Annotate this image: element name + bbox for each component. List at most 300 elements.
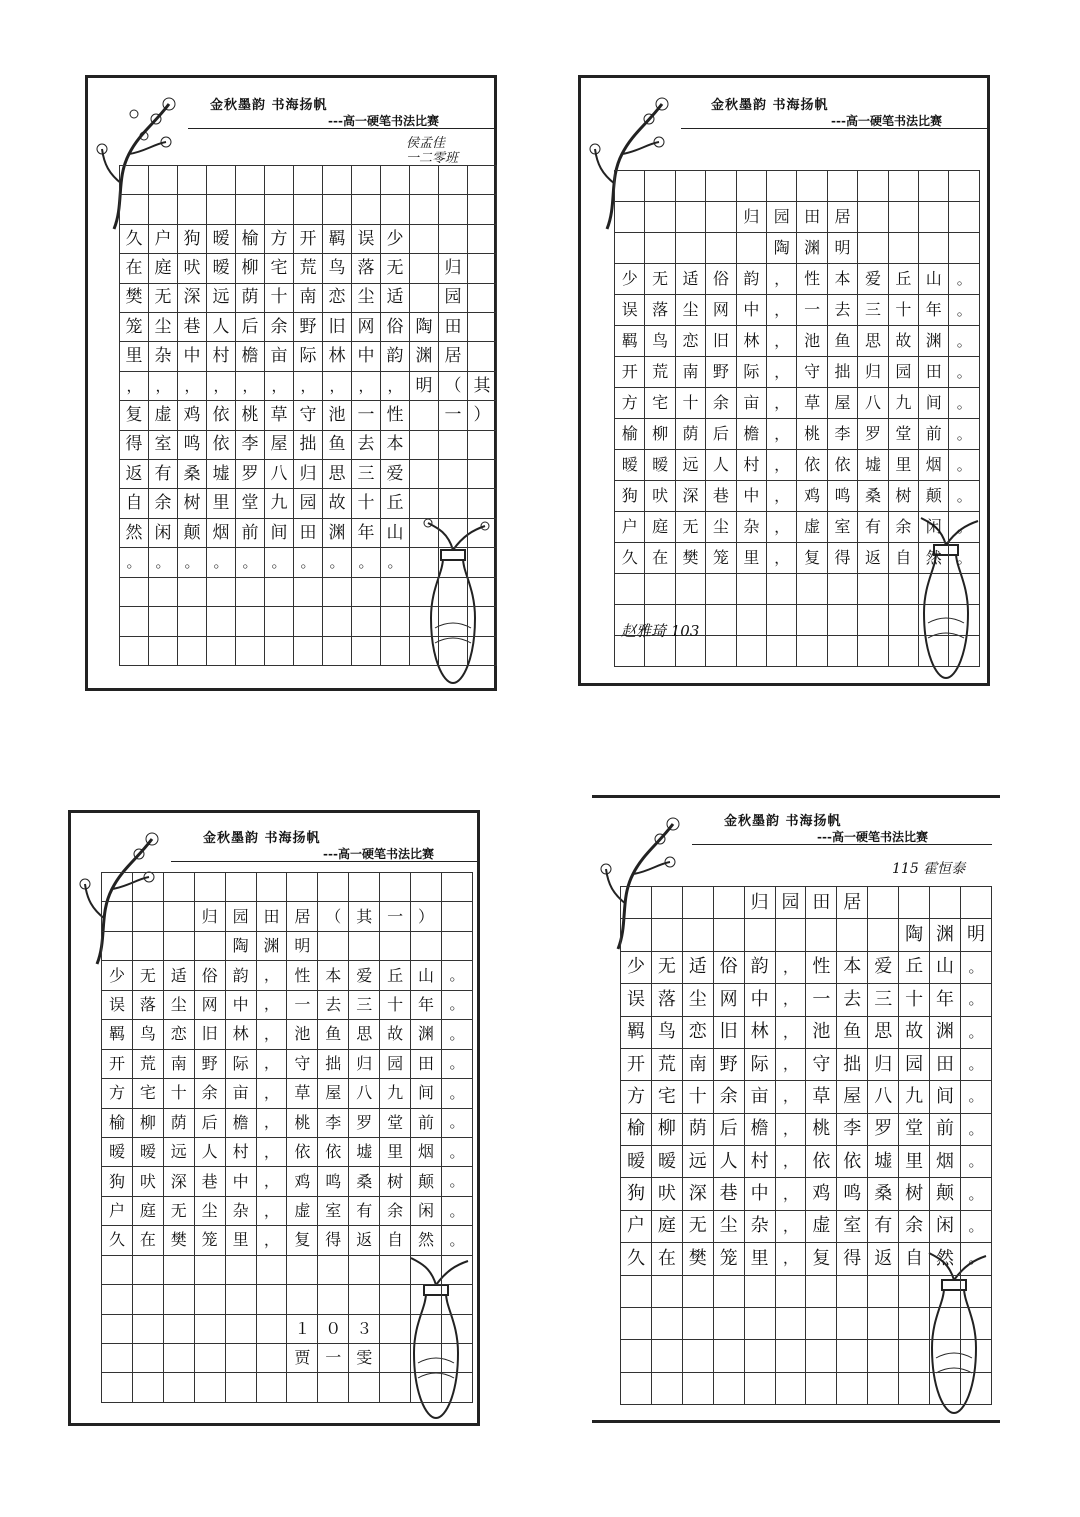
grid-cell: 渊 (410, 342, 439, 371)
grid-row (621, 1113, 992, 1145)
grid-cell: ， (352, 371, 381, 400)
grid-cell: 檐 (236, 342, 265, 371)
grid-cell (265, 636, 294, 665)
sheet-title: 金秋墨韵 书海扬帆 (724, 814, 842, 829)
grid-cell (287, 1373, 318, 1402)
grid-cell: 一 (380, 902, 411, 931)
grid-row (621, 919, 992, 951)
grid-cell: 鱼 (318, 1020, 349, 1049)
grid-cell: 亩 (744, 1081, 775, 1113)
grid-cell: 。 (949, 264, 980, 295)
grid-cell (256, 1314, 287, 1343)
grid-cell: 间 (919, 388, 949, 419)
grid-cell (256, 873, 287, 902)
grid-cell (149, 195, 178, 224)
grid-cell: 。 (178, 548, 207, 577)
grid-row (120, 460, 497, 489)
grid-cell (888, 171, 918, 202)
subtitle-underline (188, 128, 494, 129)
grid-cell: 榆 (236, 224, 265, 253)
grid-cell (713, 1307, 744, 1339)
grid-cell: ， (775, 1016, 806, 1048)
grid-cell: 吠 (132, 1167, 163, 1196)
grid-cell (675, 202, 705, 233)
grid-cell (888, 202, 918, 233)
grid-cell (411, 1285, 442, 1314)
grid-cell: 羁 (615, 326, 645, 357)
grid-cell: 。 (381, 548, 410, 577)
grid-cell (381, 636, 410, 665)
grid-cell (930, 1275, 961, 1307)
grid-cell (868, 1340, 899, 1372)
grid-cell: 间 (265, 518, 294, 547)
grid-cell: 明 (410, 371, 439, 400)
grid-cell: 吠 (645, 481, 675, 512)
grid-cell: 复 (120, 401, 149, 430)
grid-cell (380, 1314, 411, 1343)
grid-row (102, 902, 473, 931)
grid-cell (736, 636, 766, 667)
grid-cell: 户 (102, 1196, 133, 1225)
grid-row (615, 543, 980, 574)
writing-grid (620, 886, 992, 1405)
grid-cell (178, 607, 207, 636)
grid-cell (675, 171, 705, 202)
grid-cell: 暧 (207, 224, 236, 253)
grid-cell (265, 166, 294, 195)
grid-cell: 颠 (919, 481, 949, 512)
grid-cell: 尘 (163, 990, 194, 1019)
grid-cell: 明 (287, 931, 318, 960)
grid-cell (381, 577, 410, 606)
grid-cell (651, 919, 682, 951)
grid-cell (410, 224, 439, 253)
grid-cell: 归 (439, 254, 468, 283)
grid-cell: 榆 (621, 1113, 652, 1145)
grid-row (621, 1081, 992, 1113)
grid-cell (132, 1314, 163, 1343)
grid-cell (236, 195, 265, 224)
grid-cell: 暧 (645, 450, 675, 481)
grid-cell (837, 1307, 868, 1339)
grid-cell: 里 (744, 1243, 775, 1275)
grid-cell: 际 (736, 357, 766, 388)
grid-cell (682, 1340, 713, 1372)
grid-cell: 鸣 (178, 430, 207, 459)
grid-cell (439, 577, 468, 606)
grid-cell: 宅 (651, 1081, 682, 1113)
grid-cell: 田 (256, 902, 287, 931)
grid-cell: 后 (713, 1113, 744, 1145)
grid-cell: 鸣 (837, 1178, 868, 1210)
grid-cell (380, 1255, 411, 1284)
grid-row (615, 512, 980, 543)
grid-cell: 树 (380, 1167, 411, 1196)
grid-cell (132, 1255, 163, 1284)
grid-cell: 颠 (411, 1167, 442, 1196)
grid-cell: 一 (318, 1344, 349, 1373)
grid-cell: 陶 (225, 931, 256, 960)
grid-cell: 。 (265, 548, 294, 577)
grid-cell: 南 (675, 357, 705, 388)
grid-cell: 宅 (265, 254, 294, 283)
grid-cell (615, 171, 645, 202)
grid-cell: 方 (615, 388, 645, 419)
grid-cell (411, 1373, 442, 1402)
grid-cell: 屋 (265, 430, 294, 459)
grid-cell (827, 171, 857, 202)
grid-cell (225, 1314, 256, 1343)
grid-cell (194, 873, 225, 902)
grid-cell: 前 (236, 518, 265, 547)
grid-cell (949, 605, 980, 636)
sheet-title: 金秋墨韵 书海扬帆 (210, 98, 328, 113)
grid-cell: 三 (349, 990, 380, 1019)
grid-cell (410, 518, 439, 547)
grid-cell: 依 (837, 1146, 868, 1178)
grid-cell: 吠 (178, 254, 207, 283)
grid-cell (706, 202, 736, 233)
grid-cell (149, 577, 178, 606)
grid-cell: 远 (163, 1137, 194, 1166)
grid-row (120, 371, 497, 400)
grid-cell (102, 931, 133, 960)
grid-cell (163, 1255, 194, 1284)
grid-cell (868, 1372, 899, 1404)
grid-cell (682, 1307, 713, 1339)
grid-cell: 李 (837, 1113, 868, 1145)
grid-cell: 。 (949, 295, 980, 326)
grid-cell: ， (256, 1167, 287, 1196)
grid-cell: 林 (744, 1016, 775, 1048)
grid-cell: 野 (194, 1049, 225, 1078)
grid-row (120, 548, 497, 577)
grid-cell: 本 (318, 961, 349, 990)
grid-cell: 拙 (837, 1048, 868, 1080)
grid-cell: 中 (352, 342, 381, 371)
grid-cell: 池 (323, 401, 352, 430)
grid-cell: 际 (294, 342, 323, 371)
grid-cell: 檐 (225, 1108, 256, 1137)
grid-cell (256, 1255, 287, 1284)
grid-cell: 中 (225, 990, 256, 1019)
grid-row (102, 1285, 473, 1314)
grid-cell: 思 (323, 460, 352, 489)
grid-cell (178, 195, 207, 224)
grid-cell: ， (256, 1079, 287, 1108)
grid-cell: 去 (318, 990, 349, 1019)
grid-row (621, 1340, 992, 1372)
grid-cell (441, 902, 472, 931)
grid-cell: 笼 (713, 1243, 744, 1275)
grid-cell (621, 1372, 652, 1404)
grid-cell (256, 1373, 287, 1402)
grid-cell: 余 (899, 1210, 930, 1242)
grid-cell: 墟 (207, 460, 236, 489)
grid-cell: 闲 (930, 1210, 961, 1242)
grid-cell (411, 931, 442, 960)
grid-cell: 。 (960, 984, 991, 1016)
grid-cell (919, 605, 949, 636)
grid-cell (888, 574, 918, 605)
grid-cell: 暧 (102, 1137, 133, 1166)
grid-cell: 归 (744, 887, 775, 919)
grid-cell: 。 (949, 357, 980, 388)
grid-cell: ， (767, 543, 797, 574)
grid-cell (468, 460, 497, 489)
grid-cell: 得 (120, 430, 149, 459)
grid-cell (736, 574, 766, 605)
grid-cell: 鸡 (806, 1178, 837, 1210)
grid-cell (102, 1255, 133, 1284)
grid-cell: 十 (163, 1079, 194, 1108)
grid-cell: 依 (207, 401, 236, 430)
grid-cell: 爱 (858, 264, 888, 295)
grid-cell: 少 (621, 951, 652, 983)
grid-cell: 恋 (323, 283, 352, 312)
grid-cell (265, 195, 294, 224)
grid-cell (323, 636, 352, 665)
writing-grid (119, 165, 497, 666)
grid-cell: 虚 (797, 512, 827, 543)
grid-cell: 巷 (706, 481, 736, 512)
grid-cell: 复 (806, 1243, 837, 1275)
grid-cell: 田 (439, 313, 468, 342)
grid-cell: 余 (888, 512, 918, 543)
grid-cell (381, 195, 410, 224)
grid-cell: 桑 (868, 1178, 899, 1210)
grid-cell: 鸣 (827, 481, 857, 512)
grid-cell (827, 605, 857, 636)
grid-cell (713, 1340, 744, 1372)
grid-cell: 依 (287, 1137, 318, 1166)
grid-cell: 鸡 (797, 481, 827, 512)
grid-cell: 去 (352, 430, 381, 459)
grid-cell: 陶 (767, 233, 797, 264)
grid-cell: 樊 (120, 283, 149, 312)
grid-cell: 巷 (178, 313, 207, 342)
grid-cell: 爱 (349, 961, 380, 990)
grid-cell (858, 605, 888, 636)
grid-cell: ， (256, 1137, 287, 1166)
grid-cell (132, 931, 163, 960)
grid-cell: ３ (349, 1314, 380, 1343)
grid-cell: 罗 (858, 419, 888, 450)
grid-cell: 网 (352, 313, 381, 342)
grid-cell: 狗 (621, 1178, 652, 1210)
grid-cell: 有 (349, 1196, 380, 1225)
grid-cell (651, 1340, 682, 1372)
subtitle-underline (681, 128, 987, 129)
grid-cell: ， (256, 1020, 287, 1049)
grid-cell (744, 919, 775, 951)
grid-cell: 十 (265, 283, 294, 312)
grid-cell: 鸟 (651, 1016, 682, 1048)
grid-cell: 。 (323, 548, 352, 577)
grid-cell: 杂 (736, 512, 766, 543)
grid-cell: 爱 (868, 951, 899, 983)
grid-cell (651, 1307, 682, 1339)
grid-cell (868, 1275, 899, 1307)
grid-cell (352, 577, 381, 606)
grid-cell: 烟 (919, 450, 949, 481)
grid-cell: 鸡 (287, 1167, 318, 1196)
grid-cell: 墟 (858, 450, 888, 481)
grid-cell (207, 166, 236, 195)
grid-cell (919, 574, 949, 605)
footer-note: 赵雅琦 103 (621, 622, 700, 640)
grid-cell: 余 (265, 313, 294, 342)
grid-cell: 丘 (899, 951, 930, 983)
grid-cell: ， (256, 1049, 287, 1078)
grid-row (120, 195, 497, 224)
grid-row (120, 607, 497, 636)
grid-cell: 野 (713, 1048, 744, 1080)
grid-cell (441, 1255, 472, 1284)
grid-cell: 池 (806, 1016, 837, 1048)
grid-cell (744, 1275, 775, 1307)
grid-cell (439, 518, 468, 547)
grid-cell: 尘 (352, 283, 381, 312)
grid-cell: 得 (827, 543, 857, 574)
grid-cell (323, 577, 352, 606)
grid-cell (868, 1307, 899, 1339)
grid-cell (621, 887, 652, 919)
grid-cell: ， (775, 1243, 806, 1275)
grid-cell: 拙 (318, 1049, 349, 1078)
grid-cell (411, 1314, 442, 1343)
grid-cell (294, 607, 323, 636)
grid-cell: 里 (225, 1226, 256, 1255)
writing-grid (101, 872, 473, 1403)
grid-cell: 十 (899, 984, 930, 1016)
grid-cell: 颠 (178, 518, 207, 547)
grid-cell: 在 (120, 254, 149, 283)
grid-cell (651, 887, 682, 919)
grid-cell: 里 (888, 450, 918, 481)
grid-cell: ， (767, 419, 797, 450)
grid-cell: 其 (349, 902, 380, 931)
grid-cell: 恋 (163, 1020, 194, 1049)
grid-cell: 笼 (706, 543, 736, 574)
grid-cell: 宅 (645, 388, 675, 419)
grid-cell (806, 1307, 837, 1339)
grid-cell: 返 (120, 460, 149, 489)
grid-cell (225, 1344, 256, 1373)
grid-cell: ， (775, 1146, 806, 1178)
grid-cell: 中 (744, 1178, 775, 1210)
grid-cell (120, 636, 149, 665)
grid-cell (225, 1373, 256, 1402)
grid-cell (352, 636, 381, 665)
grid-cell: 屋 (318, 1079, 349, 1108)
grid-cell: 人 (706, 450, 736, 481)
grid-cell (621, 1307, 652, 1339)
grid-row (615, 574, 980, 605)
grid-cell: 方 (265, 224, 294, 253)
grid-cell (645, 574, 675, 605)
grid-cell (706, 636, 736, 667)
grid-row (615, 326, 980, 357)
grid-cell (930, 1307, 961, 1339)
grid-cell: ， (120, 371, 149, 400)
grid-row (102, 1255, 473, 1284)
grid-cell: 榆 (615, 419, 645, 450)
grid-cell: 无 (682, 1210, 713, 1242)
grid-cell (132, 1344, 163, 1373)
grid-cell: 。 (949, 512, 980, 543)
grid-cell (318, 1285, 349, 1314)
grid-cell: 鱼 (837, 1016, 868, 1048)
grid-cell: 虚 (287, 1196, 318, 1225)
grid-cell: 田 (806, 887, 837, 919)
grid-cell: 罗 (236, 460, 265, 489)
grid-cell (318, 873, 349, 902)
grid-cell (837, 919, 868, 951)
grid-cell (651, 1275, 682, 1307)
grid-row (621, 1210, 992, 1242)
grid-cell: 故 (888, 326, 918, 357)
grid-cell (323, 607, 352, 636)
grid-cell: 笼 (120, 313, 149, 342)
grid-cell: 前 (930, 1113, 961, 1145)
grid-cell: 返 (858, 543, 888, 574)
grid-cell: 烟 (930, 1146, 961, 1178)
grid-cell (163, 1373, 194, 1402)
grid-cell: 一 (287, 990, 318, 1019)
grid-cell: 适 (675, 264, 705, 295)
grid-cell: 际 (225, 1049, 256, 1078)
grid-cell: 误 (621, 984, 652, 1016)
grid-cell (163, 1344, 194, 1373)
grid-cell (468, 518, 497, 547)
grid-row (120, 577, 497, 606)
grid-cell: 村 (207, 342, 236, 371)
grid-cell: 拙 (827, 357, 857, 388)
grid-cell: 池 (797, 326, 827, 357)
grid-cell: ， (775, 1210, 806, 1242)
grid-cell: 荒 (651, 1048, 682, 1080)
grid-cell: ， (767, 481, 797, 512)
grid-cell: 深 (163, 1167, 194, 1196)
grid-cell: 田 (797, 202, 827, 233)
grid-cell: 前 (411, 1108, 442, 1137)
grid-cell: 丘 (381, 489, 410, 518)
grid-cell (713, 1372, 744, 1404)
grid-cell: ， (178, 371, 207, 400)
grid-cell (706, 574, 736, 605)
grid-cell (323, 195, 352, 224)
grid-cell: ， (256, 1226, 287, 1255)
grid-cell: 性 (287, 961, 318, 990)
grid-cell: 庭 (645, 512, 675, 543)
grid-cell (207, 607, 236, 636)
grid-cell (380, 1373, 411, 1402)
grid-cell: 李 (236, 430, 265, 459)
grid-cell: 园 (380, 1049, 411, 1078)
grid-cell (767, 574, 797, 605)
grid-cell (163, 931, 194, 960)
grid-cell (468, 489, 497, 518)
grid-cell: 守 (287, 1049, 318, 1078)
grid-cell (207, 636, 236, 665)
grid-cell: 一 (797, 295, 827, 326)
grid-cell: 开 (294, 224, 323, 253)
grid-cell: 丘 (888, 264, 918, 295)
grid-cell (120, 166, 149, 195)
grid-cell: 十 (352, 489, 381, 518)
grid-cell: 误 (615, 295, 645, 326)
